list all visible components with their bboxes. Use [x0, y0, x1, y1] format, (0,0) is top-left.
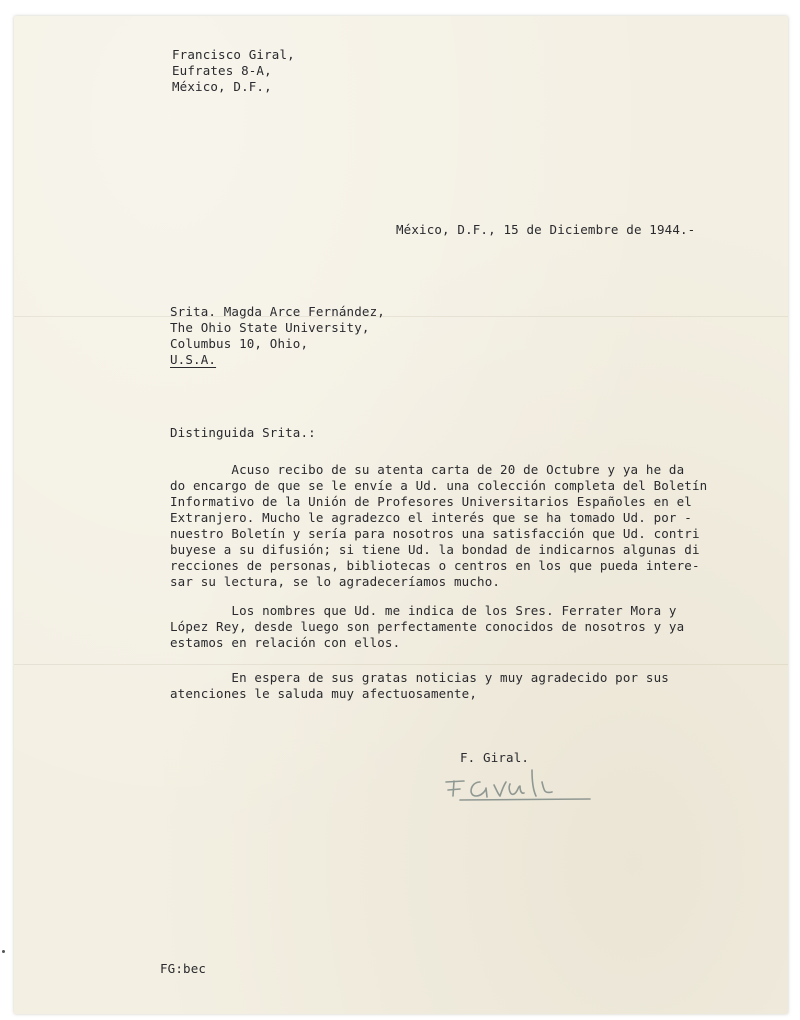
recipient-country: U.S.A. [170, 352, 217, 367]
typed-signature: F. Giral. [460, 750, 530, 765]
body-line: sar su lectura, se lo agradeceríamos mucho. [170, 574, 501, 589]
handwritten-signature [440, 752, 610, 812]
body-line: Extranjero. Mucho le agradezco el interés que se ha tomado Ud. por - [170, 510, 692, 525]
salutation: Distinguida Srita.: [170, 425, 316, 440]
reference-initials: FG:bec [160, 961, 207, 976]
body-line: López Rey, desde luego son perfectamente conocidos de nosotros y ya [170, 619, 685, 634]
body-line: buyese a su difusión; si tiene Ud. la bondad de indicarnos algunas di [170, 542, 700, 557]
body-line: atenciones le saluda muy afectuosamente, [170, 686, 478, 701]
body-line: estamos en relación con ellos. [170, 635, 401, 650]
body-line: En espera de sus gratas noticias y muy agradecido por sus [170, 670, 669, 685]
sender-street: Eufrates 8-A, [172, 63, 272, 78]
recipient-institution: The Ohio State University, [170, 320, 370, 335]
body-line: recciones de personas, bibliotecas o centros en los que pueda intere- [170, 558, 700, 573]
sender-city: México, D.F., [172, 79, 272, 94]
body-line: do encargo de que se le envíe a Ud. una colección completa del Boletín [170, 478, 708, 493]
body-line: Informativo de la Unión de Profesores Universitarios Españoles en el [170, 494, 692, 509]
recipient-name: Srita. Magda Arce Fernández, [170, 304, 385, 319]
scan-speck [2, 950, 5, 953]
recipient-city: Columbus 10, Ohio, [170, 336, 309, 351]
body-line: Acuso recibo de su atenta carta de 20 de Octubre y ya he da [170, 462, 685, 477]
body-line: Los nombres que Ud. me indica de los Sres. Ferrater Mora y [170, 603, 677, 618]
body-line: nuestro Boletín y sería para nosotros una satisfacción que Ud. contri [170, 526, 700, 541]
paper-crease [14, 316, 788, 317]
paper-crease [14, 664, 788, 665]
sender-name: Francisco Giral, [172, 47, 295, 62]
date-line: México, D.F., 15 de Diciembre de 1944.- [396, 222, 696, 237]
